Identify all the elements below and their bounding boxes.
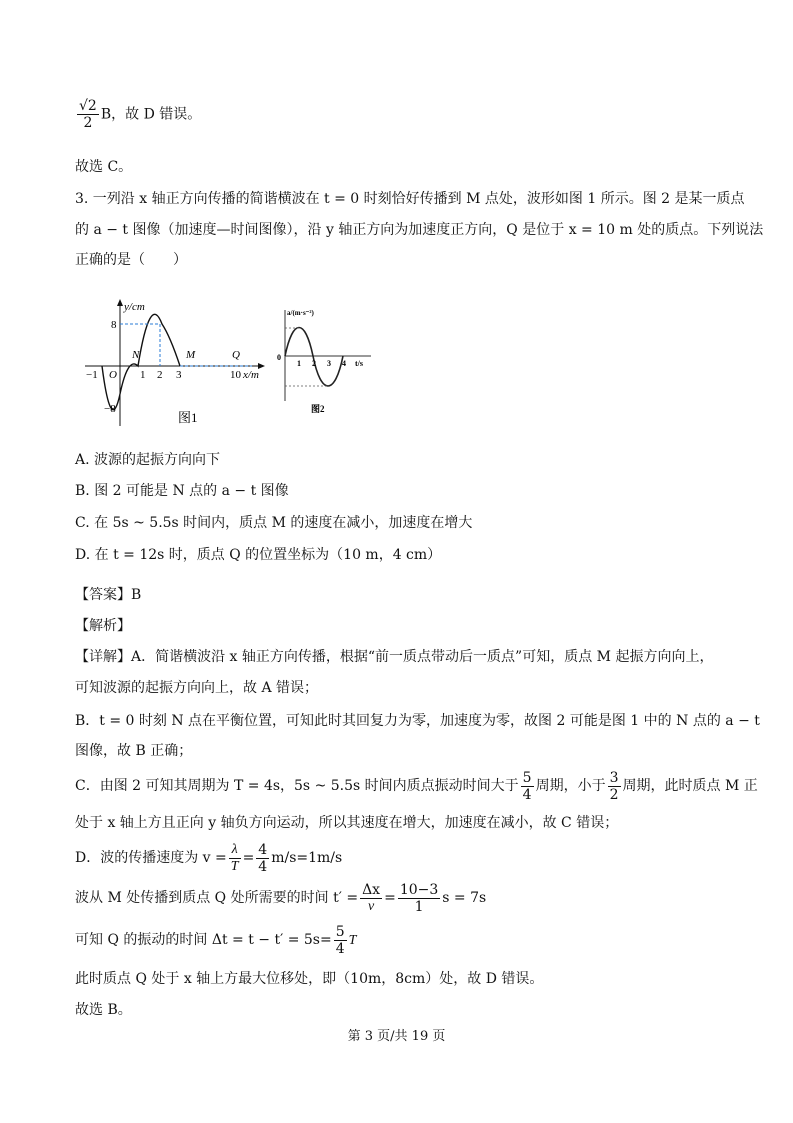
detail-line-2: 可知波源的起振方向向上，故 A 错误；: [75, 680, 319, 696]
detail-line-9: 此时质点 Q 处于 x 轴上方最大位移处，即（10m，8cm）处，故 D 错误。: [75, 971, 544, 987]
fraction-numerator: 3: [609, 769, 619, 786]
x-tick-3: 3: [176, 369, 182, 381]
detail-line-d: [75, 840, 342, 876]
origin-label: O: [109, 369, 117, 381]
statement-text: B，故 D 错误。: [100, 106, 202, 123]
option-a: A. 波源的起振方向向下: [75, 452, 221, 468]
fraction-numerator: λ: [229, 842, 241, 859]
question-line-1: 3. 一列沿 x 轴正方向传播的简谐横波在 t = 0 时刻恰好传播到 M 点处，波形如图 1 所示。图 2 是某一质点: [75, 191, 745, 207]
detail-e-text-1: 波从 M 处传播到质点 Q 处所需要的时间 t′ =: [75, 890, 359, 906]
detail-e-eq: =: [384, 890, 396, 906]
point-q-label: Q: [232, 349, 240, 361]
detail-d-text-1: D．波的传播速度为 v =: [75, 850, 227, 866]
fraction-5-over-4-b: [334, 924, 347, 957]
point-n-label: N: [132, 349, 140, 361]
x-tick-neg1: −1: [86, 369, 98, 381]
fraction-dx-over-v: [360, 882, 382, 915]
t-tick-3: 3: [327, 359, 331, 368]
detail-c-text-1: C．由图 2 可知其周期为 T = 4s，5s ~ 5.5s 时间内质点振动时间大于: [75, 778, 519, 794]
a-axis-label: a/(m·s⁻²): [287, 309, 314, 317]
analysis-label: 【解析】: [75, 618, 131, 634]
figure-1-caption: 图1: [178, 410, 198, 425]
fraction-3-over-2: [608, 770, 621, 803]
detail-line-e: [75, 880, 486, 916]
fraction-denominator: 1: [414, 898, 424, 915]
detail-c-text-3: 周期，此时质点 M 正: [622, 778, 758, 794]
fraction-numerator: Δx: [362, 881, 381, 898]
conclusion-b: 故选 B。: [75, 1002, 132, 1018]
x-axis-arrow: [258, 363, 265, 369]
x-axis-label: x/m: [243, 369, 259, 381]
y-axis-arrow: [117, 299, 123, 306]
detail-line-6: 处于 x 轴上方且正向 y 轴负方向运动，所以其速度在增大，加速度在减小，故 C 错误；: [75, 815, 619, 831]
answer-label: 【答案】B: [75, 587, 142, 603]
t-tick-4: 4: [342, 359, 346, 368]
figure-2-a-t-graph: [275, 306, 375, 418]
figure-2-caption: 图2: [311, 404, 325, 414]
t-tick-2: 2: [312, 359, 316, 368]
point-m-label: M: [186, 349, 196, 361]
figure-1-wave: [80, 296, 270, 436]
detail-f-text-1: 可知 Q 的振动的时间 Δt = t − t′ = 5s=: [75, 932, 332, 948]
detail-line-c: [75, 768, 758, 804]
detail-d-text-2: m/s=1m/s: [271, 850, 343, 866]
question-line-3: 正确的是（ ）: [75, 252, 187, 268]
top-fraction-line: [75, 98, 201, 131]
x-tick-2: 2: [157, 369, 163, 381]
fraction-lambda-over-t: [229, 842, 241, 875]
detail-line-3: B．t = 0 时刻 N 点在平衡位置，可知此时其回复力为零，加速度为零，故图 2 可能是图 1 中的 N 点的 a − t: [75, 713, 760, 729]
detail-c-text-2: 周期，小于: [535, 778, 606, 794]
a-t-curve: [285, 328, 343, 387]
option-b: B. 图 2 可能是 N 点的 a − t 图像: [75, 483, 289, 499]
x-tick-1: 1: [140, 369, 146, 381]
y-tick-8: 8: [111, 319, 117, 331]
t-tick-1: 1: [297, 359, 301, 368]
fraction-sqrt2-over-2: [77, 98, 99, 131]
page-footer: 第 3 页/共 19 页: [347, 1029, 446, 1044]
detail-d-eq: =: [242, 850, 255, 866]
fraction-7-over-1: [398, 882, 440, 915]
fraction-numerator: 5: [335, 923, 345, 940]
fraction-denominator: T: [230, 858, 239, 874]
fraction-numerator: 4: [258, 841, 268, 858]
x-tick-10: 10: [230, 369, 241, 381]
fraction-denominator: 4: [522, 786, 532, 803]
fraction-denominator: 2: [83, 115, 93, 131]
detail-line-1: 【详解】A．简谐横波沿 x 轴正方向传播，根据“前一质点带动后一质点”可知，质点 M 起振方向向上，: [75, 649, 714, 665]
detail-line-f: [75, 922, 356, 959]
origin-label-fig2: 0: [277, 353, 281, 362]
fraction-4-over-4: [256, 842, 269, 875]
conclusion-c: 故选 C。: [75, 159, 133, 175]
y-tick-neg8: −8: [104, 403, 116, 415]
fraction-numerator: √2: [79, 98, 97, 114]
detail-line-4: 图像，故 B 正确；: [75, 743, 193, 759]
fraction-numerator: 5: [522, 769, 532, 786]
detail-e-text-2: s = 7s: [442, 890, 487, 906]
option-c: C. 在 5s ~ 5.5s 时间内，质点 M 的速度在减小，加速度在增大: [75, 515, 473, 531]
fraction-denominator: v: [367, 898, 375, 914]
y-axis-label: y/cm: [124, 301, 145, 313]
fraction-denominator: 4: [335, 940, 345, 957]
fraction-numerator: 10−3: [399, 881, 439, 898]
t-axis-label: t/s: [355, 359, 363, 368]
question-line-2: 的 a − t 图像（加速度—时间图像），沿 y 轴正方向为加速度正方向，Q 是位于 x = 10 m 处的质点。下列说法: [75, 222, 764, 238]
option-d: D. 在 t = 12s 时，质点 Q 的位置坐标为（10 m，4 cm）: [75, 547, 442, 563]
fraction-denominator: 4: [258, 858, 268, 875]
detail-f-text-2: T: [348, 933, 357, 948]
fraction-denominator: 2: [609, 786, 619, 803]
fraction-5-over-4: [521, 770, 534, 803]
